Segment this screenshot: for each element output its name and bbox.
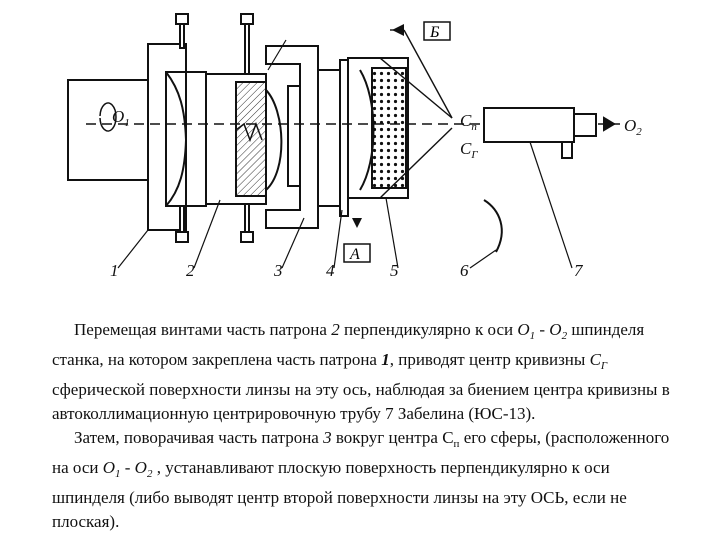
part-number-5: 5 [390, 261, 399, 280]
svg-text:Cп: $C_п$ [460, 111, 477, 133]
axis-label-o2 [624, 116, 642, 138]
part-number-3: 3 [274, 261, 283, 280]
part-number-7: 7 [574, 261, 583, 280]
part-number-1: 1 [110, 261, 119, 280]
lens-part-5 [348, 58, 408, 198]
svg-text:CГ: $C_Г$ [460, 139, 478, 161]
center-labels [460, 111, 478, 161]
svg-text:O2: $O_2$ [624, 116, 642, 138]
label-a [344, 244, 370, 263]
part-numbers [110, 261, 584, 280]
svg-text:Б: Б [430, 24, 440, 41]
paragraph-1: Перемещая винтами часть патрона 2 перпендикулярно к оси $O_1 - O_2$ шпинделя станка, на котором закреплена часть патрона 1, приводят центр кривизны $С_Г$ сферической поверхности линзы на эту ось, наблюдая за биением центра кривизны в автоколлимационную центрировочную трубу 7 Забелина (ЮС-13). [52, 320, 670, 423]
paragraph-2: Затем, поворачивая часть патрона 3 вокруг центра $С_п$ его сферы, (расположенного на оси $O_1 - O_2$ , устанавливают плоскую поверхность перпендикулярно к оси шпинделя (либо выводят центр второй поверхности линзы на эту ОСЬ, если не плоская). [52, 428, 670, 531]
svg-text:А: А [350, 246, 360, 263]
part-number-6: 6 [460, 261, 469, 280]
part-number-2: 2 [186, 261, 195, 280]
lens-shape-6 [484, 200, 502, 252]
description-text [52, 318, 682, 534]
chuck-part-4 [288, 60, 348, 216]
autocollimation-tube-7 [484, 108, 614, 158]
chuck-part-1 [148, 44, 206, 230]
svg-text:O1: $O_1$ [112, 107, 130, 129]
label-b [424, 22, 450, 41]
chuck-part-2 [206, 74, 266, 204]
part-number-4: 4 [326, 261, 335, 280]
